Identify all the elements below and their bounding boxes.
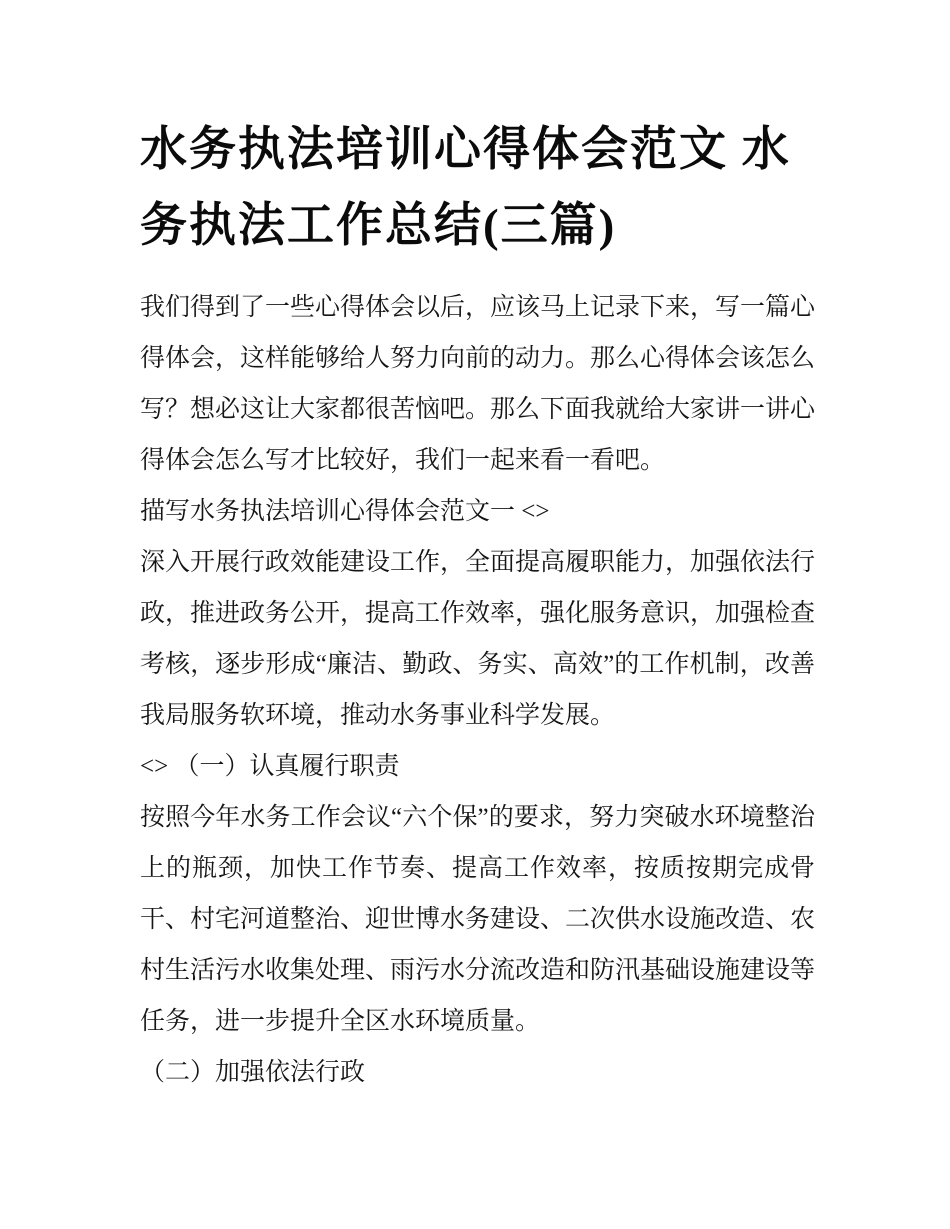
paragraph-section-1-heading: <> （一）认真履行职责 — [140, 753, 400, 780]
paragraph-section-1-body: 按照今年水务工作会议“六个保”的要求，努力突破水环境整治上的瓶颈，加快工作节奏、提高工作效率，按质按期完成骨干、村宅河道整治、迎世博水务建设、二次供水设施改造、农村生活污水收集处理、雨污水分流改造和防汛基础设施建设等任务，进一步提升全区水环境质量。 — [140, 804, 816, 1035]
paragraph-overview: 深入开展行政效能建设工作，全面提高履职能力，加强依法行政，推进政务公开，提高工作效率，强化服务意识，加强检查考核，逐步形成“廉洁、勤政、务实、高效”的工作机制，改善我局服务软环境，推动水务事业科学发展。 — [140, 549, 816, 729]
paragraph-section-2-heading: （二）加强依法行政 — [140, 1059, 366, 1086]
document-body — [140, 282, 815, 1098]
document-title — [140, 112, 815, 264]
paragraph-intro: 我们得到了一些心得体会以后，应该马上记录下来，写一篇心得体会，这样能够给人努力向前的动力。那么心得体会该怎么写？想必这让大家都很苦恼吧。那么下面我就给大家讲一讲心得体会怎么写才比较好，我们一起来看一看吧。 — [140, 294, 816, 474]
document-title-line-2: 务执法工作总结(三篇) — [140, 200, 617, 252]
document-title-line-1: 水务执法培训心得体会范文 水 — [140, 124, 791, 176]
paragraph-sample-heading: 描写水务执法培训心得体会范文一 <> — [140, 498, 550, 525]
